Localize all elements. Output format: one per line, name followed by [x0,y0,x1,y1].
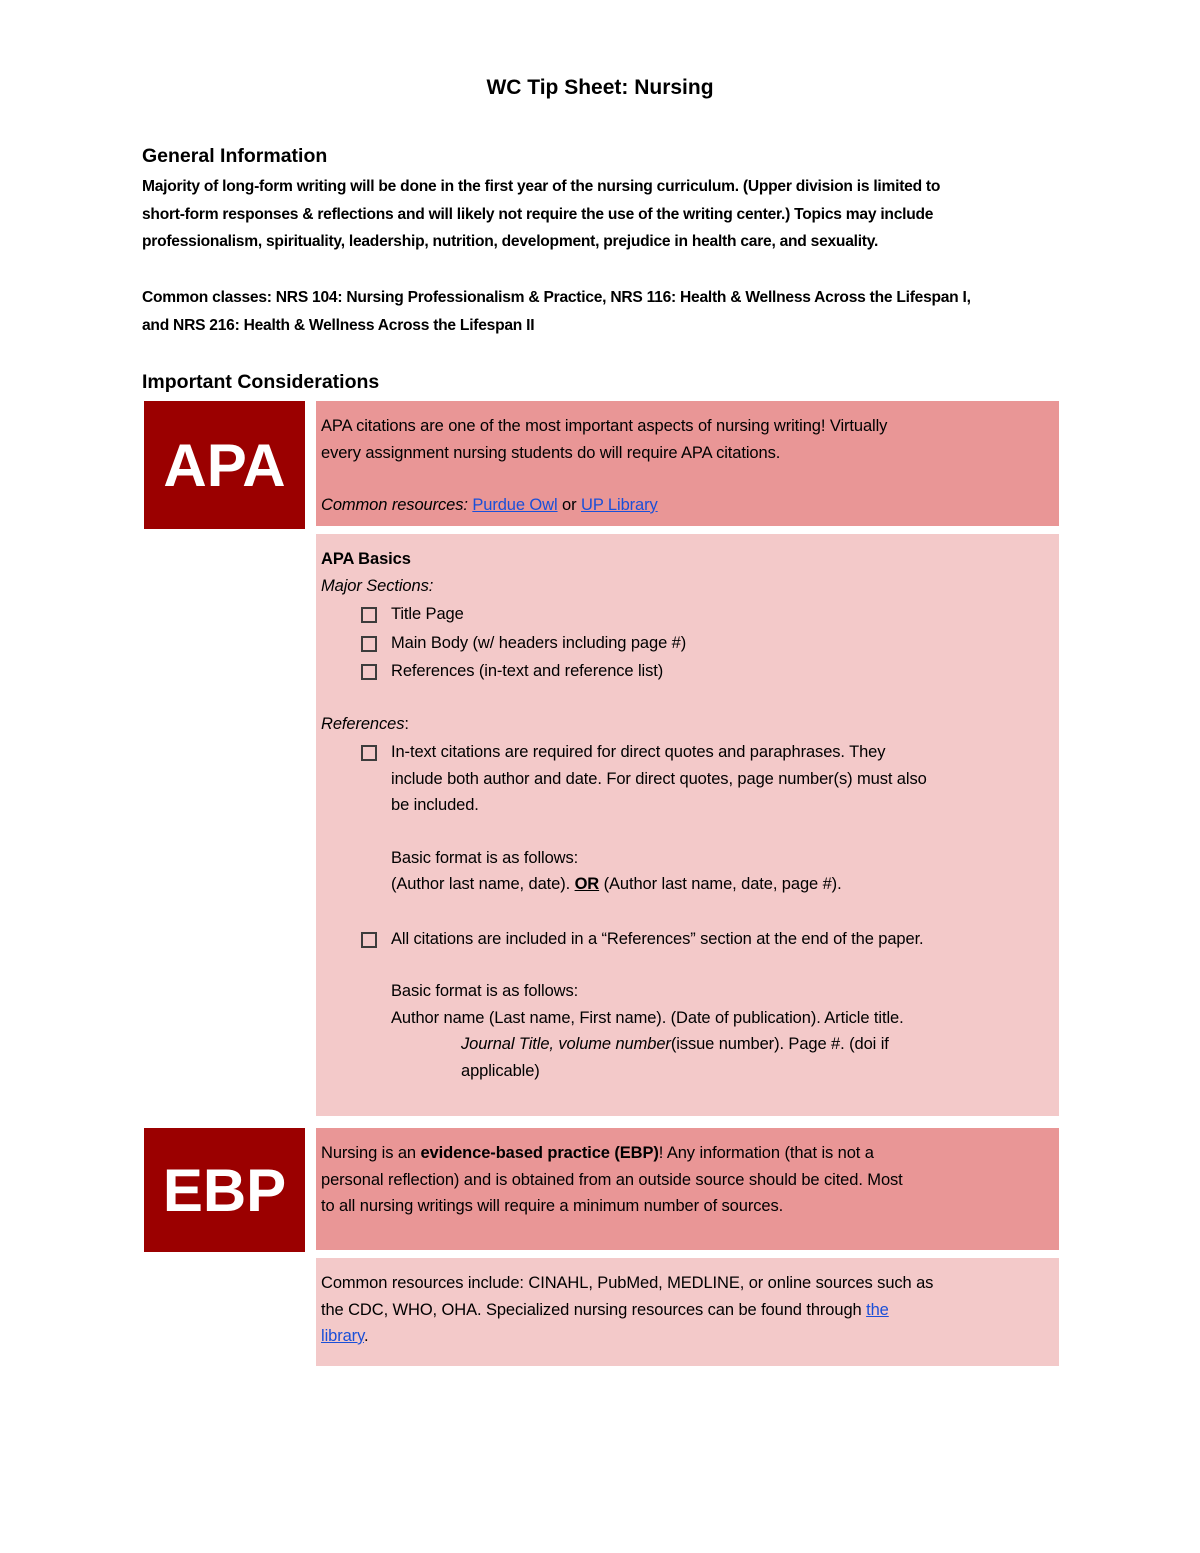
ebp-resources-period: . [364,1327,369,1345]
checklist-item[interactable] [361,739,1053,898]
checklist-item[interactable] [361,926,1053,1085]
page-title: WC Tip Sheet: Nursing [486,76,714,99]
apa-intro-line: APA citations are one of the most important aspects of nursing writing! Virtually [321,417,888,435]
general-info-line: short-form responses & reflections and will likely not require the use of the writing center.) Topics may include [142,205,934,223]
checkbox-icon[interactable] [361,636,377,652]
general-info-line: Majority of long-form writing will be done in the first year of the nursing curriculum. (Upper division is limited to [142,178,941,195]
ebp-intro-line: personal reflection) and is obtained from an outside source should be cited. Most [321,1170,903,1189]
intext-line: be included. [391,796,479,814]
references-label: References [321,714,405,733]
ebp-resources-line: Common resources include: CINAHL, PubMed, MEDLINE, or online sources such as [321,1274,934,1292]
references-item-text: All citations are included in a “References” section at the end of the paper. [391,929,924,948]
important-considerations-heading: Important Considerations [142,371,380,393]
library-link[interactable]: library [321,1327,364,1345]
checklist-item-label: Main Body (w/ headers including page #) [391,633,687,652]
ebp-intro-post: ! Any information (that is not a [658,1144,874,1162]
checklist-item[interactable] [361,658,1053,685]
apa-intro-line: every assignment nursing students do will require APA citations. [321,443,781,462]
checkbox-icon[interactable] [361,664,377,680]
ref-format-line [461,1031,1053,1058]
library-link[interactable]: the [866,1300,889,1319]
intext-line: In-text citations are required for direct quotes and paraphrases. They [391,743,886,761]
apa-resources-line [321,492,1053,519]
up-library-link[interactable]: UP Library [581,496,658,514]
apa-badge: APA [144,401,305,529]
common-classes-paragraph [142,284,1062,339]
intext-basic-format-label: Basic format is as follows: [391,848,579,867]
ref-format-rest: (issue number). Page #. (doi if [670,1035,889,1053]
ebp-intro-bold: evidence-based practice (EBP) [420,1144,659,1162]
ref-format-line: Author name (Last name, First name). (Date of publication). Article title. [391,1008,904,1027]
ebp-intro-line: to all nursing writings will require a minimum number of sources. [321,1197,784,1215]
ebp-intro-pre: Nursing is an [321,1144,421,1162]
ebp-badge: EBP [144,1128,305,1252]
ebp-intro-box [316,1128,1059,1250]
intext-line: include both author and date. For direct quotes, page number(s) must also [391,769,927,788]
checklist-item-label [391,926,1053,1085]
purdue-owl-link[interactable]: Purdue Owl [472,496,558,514]
checkbox-icon[interactable] [361,932,377,948]
common-classes-line: and NRS 216: Health & Wellness Across the Lifespan II [142,316,535,334]
ref-format-journal: Journal Title, volume number [461,1035,671,1053]
major-sections-label: Major Sections: [321,576,434,595]
apa-basics-box [316,534,1059,1116]
intext-format-or: OR [574,875,600,893]
intext-format-example [391,871,1053,898]
references-colon: : [404,714,409,733]
intext-format-b: (Author last name, date, page #). [603,875,842,893]
checklist-item-label [391,739,1053,898]
ebp-intro-line [321,1140,1053,1167]
references-label-line [321,711,1053,738]
ebp-resources-box [316,1258,1059,1366]
general-info-heading: General Information [142,145,328,167]
ref-basic-format-label: Basic format is as follows: [391,982,579,1000]
common-classes-line: Common classes: NRS 104: Nursing Professionalism & Practice, NRS 116: Health & Wellness Across the Lifespan I, [142,289,971,306]
ebp-resources-pre: the CDC, WHO, OHA. Specialized nursing resources can be found through [321,1300,867,1319]
checklist-item[interactable] [361,601,1053,628]
apa-intro-box [316,401,1059,526]
checkbox-icon[interactable] [361,745,377,761]
ref-format-line: applicable) [461,1061,540,1080]
general-info-line: professionalism, spirituality, leadership, nutrition, development, prejudice in health care, and sexuality. [142,233,879,250]
apa-resources-or: or [562,496,577,514]
apa-basics-title: APA Basics [321,550,411,568]
checklist-item-label: References (in-text and reference list) [391,662,664,680]
checklist-item[interactable] [361,630,1053,657]
ebp-resources-line [321,1323,1053,1350]
checkbox-icon[interactable] [361,607,377,623]
general-info-paragraph [142,173,1062,256]
intext-format-a: (Author last name, date). [391,875,571,893]
apa-resources-label: Common resources: [321,496,468,514]
checklist-item-label: Title Page [391,605,464,623]
ebp-resources-line [321,1297,1053,1324]
